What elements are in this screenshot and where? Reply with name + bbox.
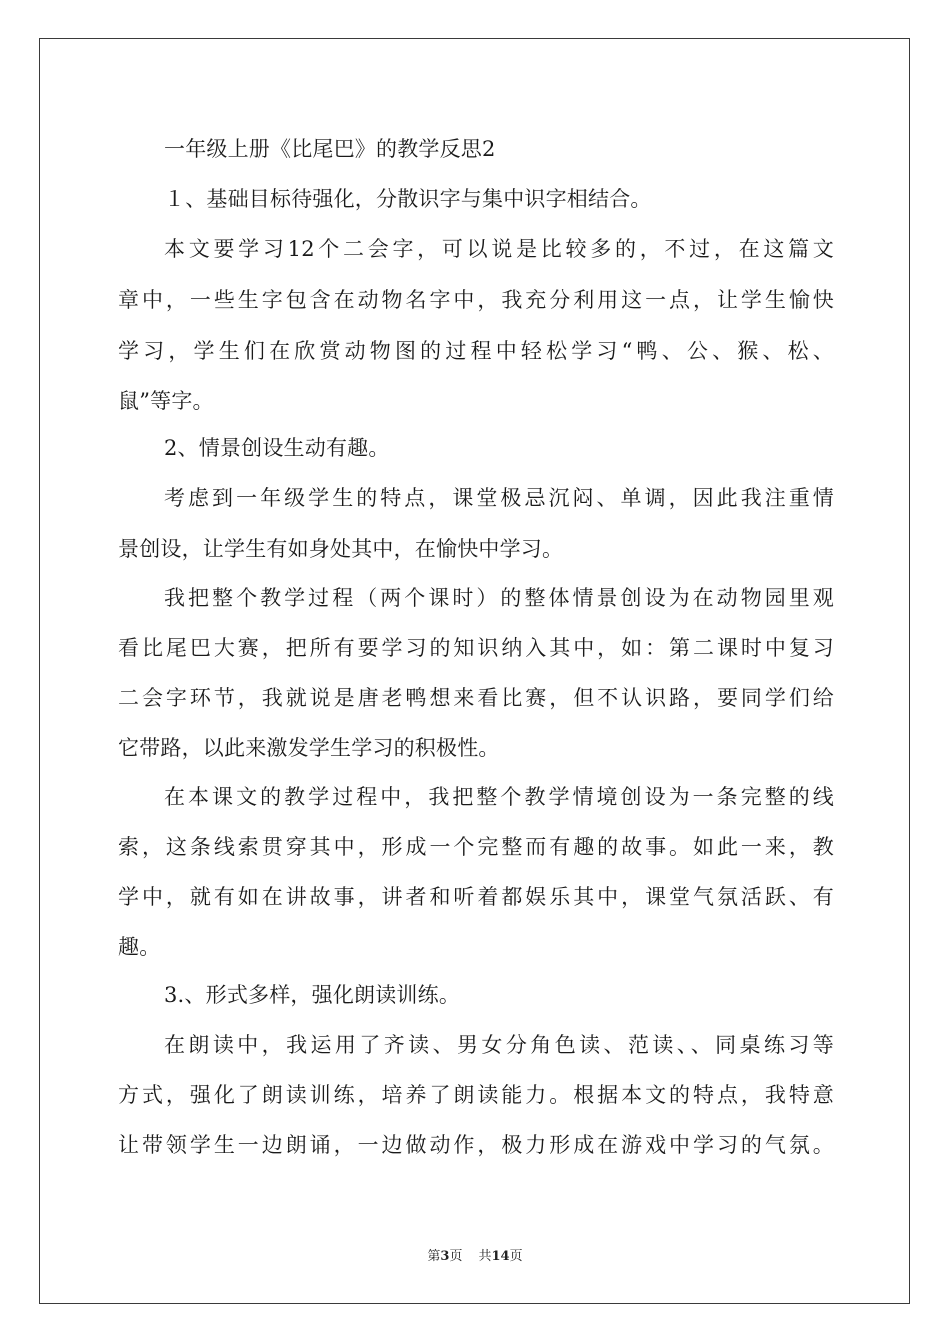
total-suffix: 页 — [509, 1249, 523, 1264]
paragraph-line: 看比尾巴大赛，把所有要学习的知识纳入其中，如：第二课时中复习 — [118, 636, 834, 660]
paragraph-line: 二会字环节，我就说是唐老鸭想来看比赛，但不认识路，要同学们给 — [118, 686, 834, 710]
page-current: 3 — [440, 1249, 450, 1264]
paragraph-line: 鼠”等字。 — [118, 389, 214, 413]
paragraph-line: 在本课文的教学过程中，我把整个教学情境创设为一条完整的线 — [164, 785, 834, 809]
paragraph-line: 它带路，以此来激发学生学习的积极性。 — [118, 736, 500, 760]
paragraph-line: 考虑到一年级学生的特点，课堂极忌沉闷、单调，因此我注重情 — [164, 486, 834, 510]
paragraph-line: 趣。 — [118, 935, 161, 959]
page-prefix: 第 — [427, 1249, 441, 1264]
paragraph-line: 方式，强化了朗读训练，培养了朗读能力。根据本文的特点，我特意 — [118, 1083, 834, 1107]
page-footer — [0, 1249, 950, 1265]
paragraph-line: 让带领学生一边朗诵，一边做动作，极力形成在游戏中学习的气氛。 — [118, 1133, 834, 1157]
page-suffix: 页 — [449, 1249, 463, 1264]
paragraph-line: 在朗读中，我运用了齐读、男女分角色读、范读、、同桌练习等 — [164, 1033, 834, 1057]
paragraph-line: 索，这条线索贯穿其中，形成一个完整而有趣的故事。如此一来，教 — [118, 835, 834, 859]
paragraph-line: 我把整个教学过程（两个课时）的整体情景创设为在动物园里观 — [164, 586, 834, 610]
total-prefix: 共 — [478, 1249, 492, 1264]
section-heading-2: 2、情景创设生动有趣。 — [164, 436, 390, 460]
page-border — [39, 38, 910, 1304]
section-heading-3: 3.、形式多样，强化朗读训练。 — [164, 983, 461, 1007]
paragraph-line: 本文要学习12个二会字，可以说是比较多的，不过，在这篇文 — [164, 237, 834, 261]
section-heading-1: １、基础目标待强化，分散识字与集中识字相结合。 — [164, 187, 652, 211]
paragraph-line: 学中，就有如在讲故事，讲者和听着都娱乐其中，课堂气氛活跃、有 — [118, 885, 834, 909]
paragraph-line: 学习，学生们在欣赏动物图的过程中轻松学习“鸭、公、猴、松、 — [118, 339, 834, 363]
paragraph-line: 景创设，让学生有如身处其中，在愉快中学习。 — [118, 537, 564, 561]
document-title: 一年级上册《比尾巴》的教学反思2 — [164, 137, 496, 161]
page-total: 14 — [491, 1249, 510, 1264]
paragraph-line: 章中，一些生字包含在动物名字中，我充分利用这一点，让学生愉快 — [118, 288, 834, 312]
